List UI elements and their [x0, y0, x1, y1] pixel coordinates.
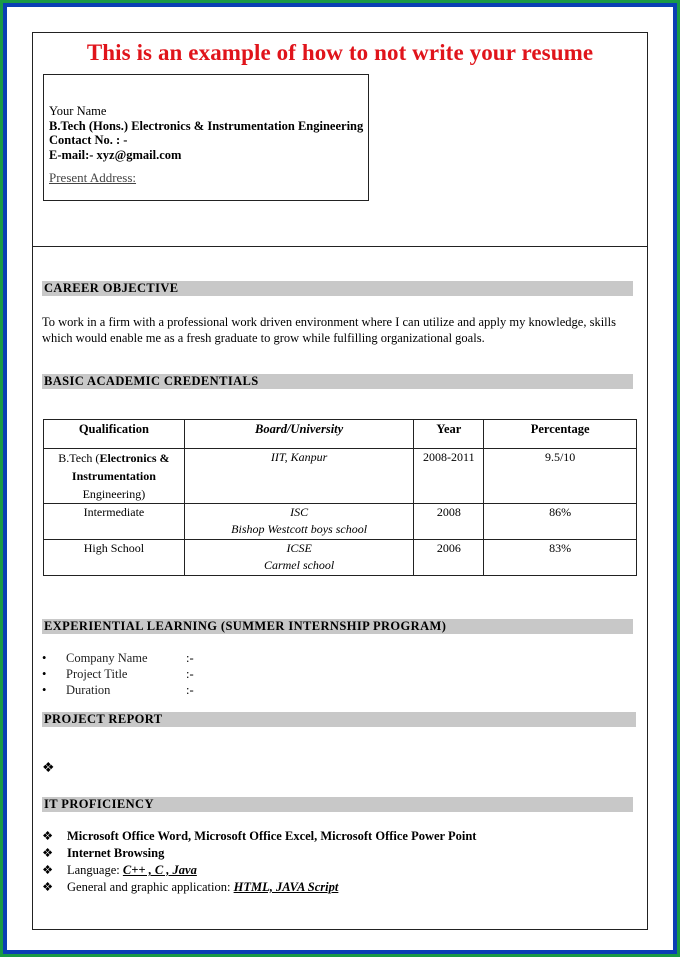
table-cell [184, 504, 414, 540]
col-header: Qualification [44, 420, 185, 449]
list-item [42, 666, 194, 682]
item-value: :- [186, 683, 194, 697]
list-item [42, 879, 476, 896]
list-item [42, 682, 194, 698]
list-item [42, 650, 194, 666]
it-item: Internet Browsing [67, 846, 165, 860]
table-row [44, 449, 637, 504]
resume-page [7, 7, 673, 950]
section-heading-it: IT PROFICIENCY [42, 797, 633, 812]
table-cell: High School [44, 540, 185, 576]
it-item-value: C++ , C , Java [122, 863, 197, 877]
it-list [42, 828, 476, 896]
item-label: Duration [66, 683, 111, 697]
it-item-label: General and graphic application: [67, 880, 231, 894]
table-cell: 9.5/10 [484, 449, 637, 504]
item-label: Company Name [66, 651, 148, 665]
bullet: • [42, 683, 47, 697]
item-label: Project Title [66, 667, 128, 681]
it-item-value: HTML, JAVA Script [233, 880, 339, 894]
col-header: Board/University [184, 420, 414, 449]
diamond-bullet: ❖ [42, 829, 54, 843]
contact-name: Your Name [49, 104, 107, 118]
bullet: • [42, 667, 47, 681]
table-cell: 2008 [414, 504, 484, 540]
table-row [44, 540, 637, 576]
board-name: ISC [290, 505, 309, 519]
item-value: :- [186, 667, 194, 681]
academic-table [43, 419, 637, 576]
contact-address: Present Address: [49, 170, 137, 185]
board-school: Bishop Westcott boys school [231, 522, 368, 536]
contact-degree: B.Tech (Hons.) Electronics & Instrumentation Engineering [49, 118, 364, 133]
internship-list [42, 650, 194, 698]
item-value: :- [186, 651, 194, 665]
it-item-label: Language: [67, 863, 120, 877]
section-heading-internship: EXPERIENTIAL LEARNING (SUMMER INTERNSHIP PROGRAM) [42, 619, 633, 634]
list-item [42, 845, 476, 862]
contact-box [43, 74, 369, 201]
diamond-bullet: ❖ [42, 880, 54, 894]
contact-number: Contact No. : - [49, 133, 128, 147]
qual-prefix: B.Tech ( [58, 451, 100, 465]
table-cell: 83% [484, 540, 637, 576]
career-objective-text: To work in a firm with a professional work driven environment where I can utilize and apply my knowledge, skills which would enable me as a fresh graduate to grow while fulfilling organizational goals. [42, 315, 616, 345]
list-item [42, 828, 476, 845]
qual-bold: Electronics & Instrumentation [71, 451, 170, 483]
contact-email: E-mail:- xyz@gmail.com [49, 147, 182, 162]
page-title: This is an example of how to not write your resume [86, 40, 594, 65]
diamond-bullet: ❖ [42, 761, 55, 776]
diamond-bullet: ❖ [42, 846, 54, 860]
it-item: Microsoft Office Word, Microsoft Office Excel, Microsoft Office Power Point [67, 829, 477, 843]
bullet: • [42, 651, 47, 665]
table-header-row [44, 420, 637, 449]
board-name: ICSE [286, 541, 312, 555]
section-heading-career: CAREER OBJECTIVE [42, 281, 633, 296]
table-cell [44, 449, 185, 504]
table-cell: IIT, Kanpur [184, 449, 414, 504]
table-row [44, 504, 637, 540]
table-cell: 2008-2011 [414, 449, 484, 504]
list-item [42, 862, 476, 879]
table-cell [184, 540, 414, 576]
col-header: Year [414, 420, 484, 449]
table-cell: Intermediate [44, 504, 185, 540]
qual-suffix: Engineering) [82, 487, 146, 501]
section-heading-project: PROJECT REPORT [42, 712, 636, 727]
divider [33, 246, 648, 247]
table-cell: 2006 [414, 540, 484, 576]
diamond-bullet: ❖ [42, 863, 54, 877]
board-school: Carmel school [263, 558, 335, 572]
col-header: Percentage [484, 420, 637, 449]
section-heading-academics: BASIC ACADEMIC CREDENTIALS [42, 374, 633, 389]
table-cell: 86% [484, 504, 637, 540]
